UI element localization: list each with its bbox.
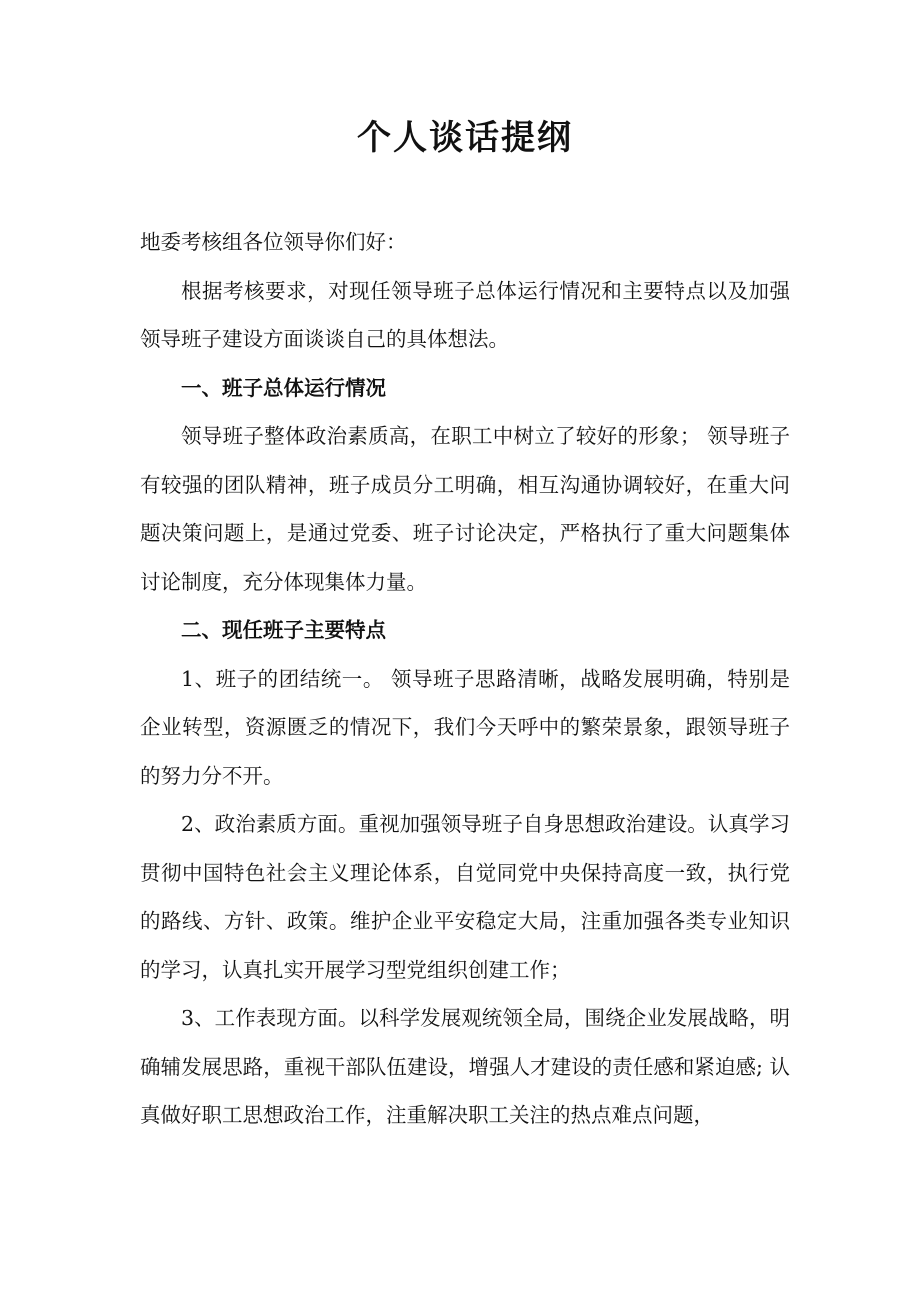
document-title: 个人谈话提纲 [357, 118, 573, 158]
salutation: 地委考核组各位领导你们好： [140, 230, 407, 254]
section-2-heading: 二、现任班子主要特点 [181, 618, 386, 642]
intro-paragraph: 根据考核要求，对现任领导班子总体运行情况和主要特点以及加强领导班子建设方面谈谈自己的具体想法。 [140, 278, 790, 351]
section-2-item-1: 1、班子的团结统一。 领导班子思路清晰，战略发展明确，特别是企业转型，资源匮乏的情况下，我们今天呼中的繁荣景象，跟领导班子的努力分不开。 [140, 666, 790, 788]
section-1-body: 领导班子整体政治素质高，在职工中树立了较好的形象； 领导班子有较强的团队精神，班子成员分工明确，相互沟通协调较好，在重大问题决策问题上，是通过党委、班子讨论决定，严格执行了重大问题集体讨论制度，充分体现集体力量。 [140, 424, 790, 594]
section-2-item-2: 2、政治素质方面。重视加强领导班子自身思想政治建设。认真学习贯彻中国特色社会主义理论体系，自觉同党中央保持高度一致，执行党的路线、方针、政策。维护企业平安稳定大局，注重加强各类专业知识的学习，认真扎实开展学习型党组织创建工作； [140, 812, 790, 982]
section-1-heading: 一、班子总体运行情况 [181, 375, 386, 400]
section-2-item-3: 3、工作表现方面。以科学发展观统领全局，围绕企业发展战略，明确辅发展思路，重视干部队伍建设，增强人才建设的责任感和紧迫感; 认真做好职工思想政治工作，注重解决职工关注的热点难点问题， [140, 1006, 790, 1127]
